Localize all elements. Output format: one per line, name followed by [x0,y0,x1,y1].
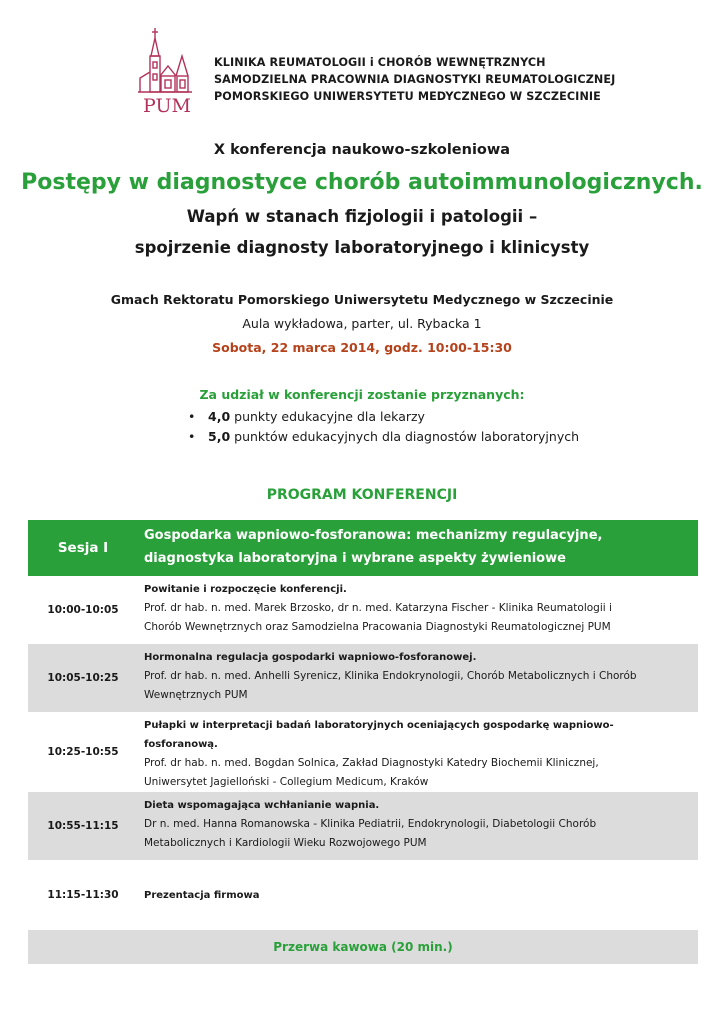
points-value: 4,0 [208,409,231,424]
table-row [28,712,698,792]
coffee-break: Przerwa kawowa (20 min.) [28,930,698,964]
row-time: 10:05-10:25 [47,672,119,684]
row-speaker: Chorób Wewnętrznych oraz Samodzielna Pracowania Diagnostyki Reumatologicznej PUM [144,621,611,633]
header-line-2: SAMODZIELNA PRACOWNIA DIAGNOSTYKI REUMATOLOGICZNEJ [214,73,616,86]
session-title-line: Gospodarka wapniowo-fosforanowa: mechanizmy regulacyjne, [144,528,603,543]
session-title [138,520,698,576]
session-title-line: diagnostyka laboratoryjna i wybrane aspekty żywieniowe [144,551,566,566]
program-title: PROGRAM KONFERENCJI [266,487,458,503]
row-time: 10:55-11:15 [47,820,119,832]
program-table [28,520,698,964]
svg-text:PUM: PUM [143,95,191,116]
topic-line-1: Wapń w stanach fizjologii i patologii – [186,207,538,226]
row-speaker: Dr n. med. Hanna Romanowska - Klinika Pediatrii, Endokrynologii, Diabetologii Chorób [144,818,597,830]
list-item [186,407,579,427]
row-title: Prezentacja firmowa [144,889,260,901]
row-title: Pułapki w interpretacji badań laboratoryjnych oceniających gospodarkę wapniowo- [144,720,614,731]
list-item [186,427,579,447]
points-title: Za udział w konferencji zostanie przyznanych: [199,387,525,402]
table-row [28,576,698,644]
header-line-3: POMORSKIEGO UNIWERSYTETU MEDYCZNEGO W SZCZECINIE [214,90,601,103]
row-speaker: Wewnętrznych PUM [144,689,248,701]
session-label: Sesja I [57,540,109,556]
row-title: Powitanie i rozpoczęcie konferencji. [144,584,347,595]
table-row [28,860,698,930]
address: Aula wykładowa, parter, ul. Rybacka 1 [242,316,482,331]
row-speaker: Metabolicznych i Kardiologii Wieku Rozwojowego PUM [144,837,427,849]
points-list [186,407,579,447]
venue: Gmach Rektoratu Pomorskiego Uniwersytetu Medycznego w Szczecinie [110,292,614,307]
row-content [138,576,698,644]
row-title: Dieta wspomagająca wchłanianie wapnia. [144,800,380,811]
row-title: Hormonalna regulacja gospodarki wapniowo-fosforanowej. [144,652,477,663]
topic-line-2: spojrzenie diagnosty laboratoryjnego i klinicysty [134,238,590,257]
conference-subtitle: X konferencja naukowo-szkoleniowa [213,142,511,158]
row-content [138,712,698,792]
event-date: Sobota, 22 marca 2014, godz. 10:00-15:30 [212,340,512,355]
row-content [138,792,698,860]
row-content [138,644,698,712]
table-row [28,792,698,860]
row-time: 10:25-10:55 [47,746,119,758]
points-text: punktów edukacyjnych dla diagnostów laboratoryjnych [230,429,580,444]
row-time: 11:15-11:30 [47,889,119,901]
row-speaker: Uniwersytet Jagielloński - Collegium Medicum, Kraków [144,776,429,788]
table-row [28,644,698,712]
row-speaker: Prof. dr hab. n. med. Anhelli Syrenicz, Klinika Endokrynologii, Chorób Metabolicznych i Chorób [144,670,637,682]
points-value: 5,0 [208,429,231,444]
row-speaker: Prof. dr hab. n. med. Bogdan Solnica, Zakład Diagnostyki Katedry Biochemii Klinicznej, [144,757,599,769]
row-time: 10:00-10:05 [47,604,119,616]
row-content [138,860,698,930]
row-speaker: Prof. dr hab. n. med. Marek Brzosko, dr n. med. Katarzyna Fischer - Klinika Reumatologii i [144,602,612,614]
pum-logo [134,26,200,116]
header-line-1: KLINIKA REUMATOLOGII i CHORÓB WEWNĘTRZNYCH [214,56,546,69]
row-title: fosforanową. [144,739,218,750]
points-text: punkty edukacyjne dla lekarzy [230,409,425,424]
session-header [28,520,698,576]
conference-title: Postępy w diagnostyce chorób autoimmunologicznych. [21,170,703,195]
institution-header [214,54,615,105]
